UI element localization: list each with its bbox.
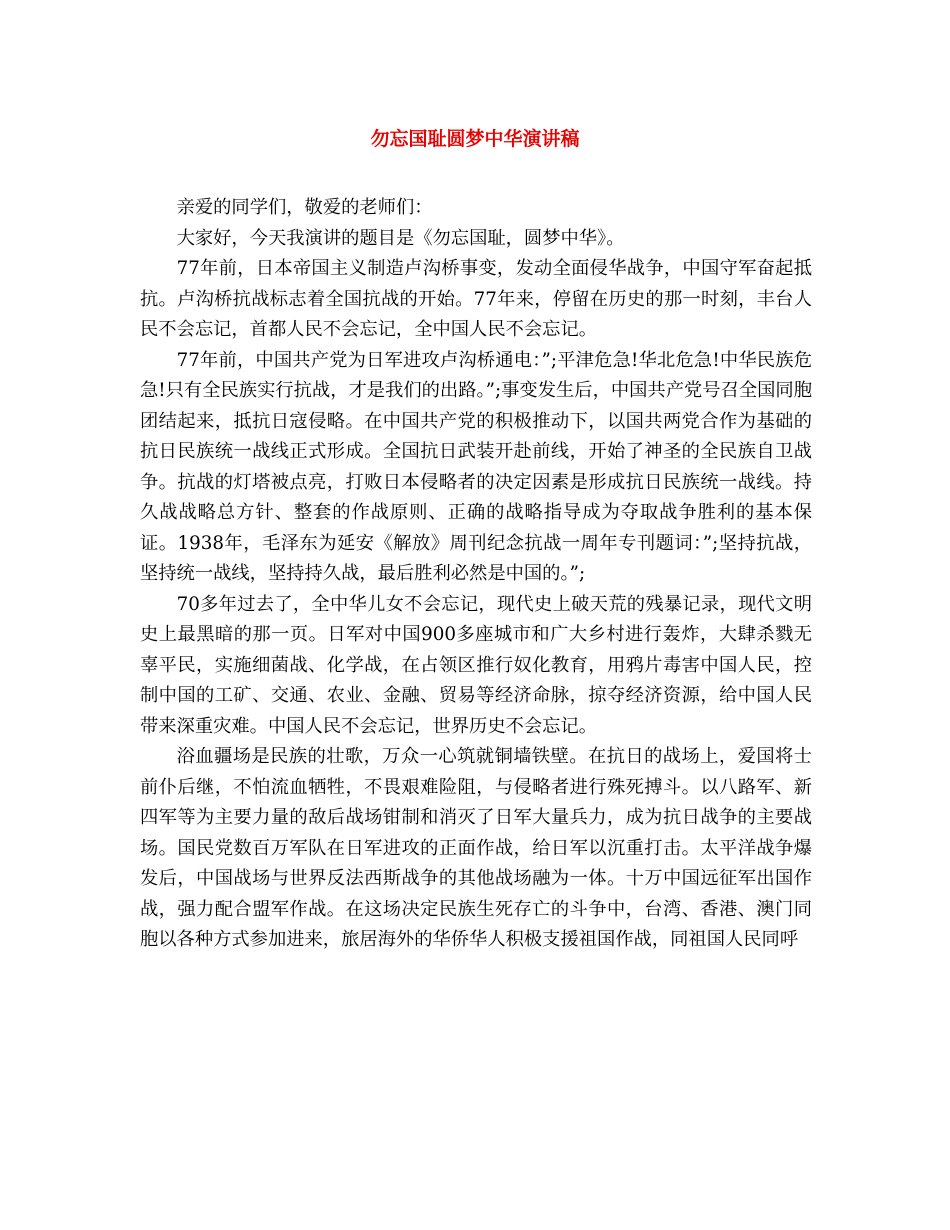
document-body: [140, 193, 812, 956]
paragraph-battlefield: 浴血疆场是民族的壮歌，万众一心筑就铜墙铁壁。在抗日的战场上，爱国将士前仆后继，不怕流血牺牲，不畏艰难险阻，与侵略者进行殊死搏斗。以八路军、新四军等为主要力量的敌后战场钳制和消灭了日军大量兵力，成为抗日战争的主要战场。国民党数百万军队在日军进攻的正面作战，给日军以沉重打击。太平洋战争爆发后，中国战场与世界反法西斯战争的其他战场融为一体。十万中国远征军出国作战，强力配合盟军作战。在这场决定民族生死存亡的斗争中，台湾、香港、澳门同胞以各种方式参加进来，旅居海外的华侨华人积极支援祖国作战，同祖国人民同呼: [140, 746, 812, 950]
paragraph-atrocities: 70多年过去了，全中华儿女不会忘记，现代史上破天荒的残暴记录，现代文明史上最黑暗的那一页。日军对中国900多座城市和广大乡村进行轰炸，大肆杀戮无辜平民，实施细菌战、化学战，在占领区推行奴化教育，用鸦片毒害中国人民，控制中国的工矿、交通、农业、金融、贸易等经济命脉，掠夺经济资源，给中国人民带来深重灾难。中国人民不会忘记，世界历史不会忘记。: [140, 593, 812, 737]
document-title: 勿忘国耻圆梦中华演讲稿: [370, 128, 580, 150]
paragraph-intro: 大家好，今天我演讲的题目是《勿忘国耻，圆梦中华》。: [176, 227, 625, 249]
paragraph-greeting: 亲爱的同学们，敬爱的老师们：: [176, 197, 433, 218]
paragraph-united-front: 77年前，中国共产党为日军进攻卢沟桥通电：”;平津危急!华北危急!中华民族危急!只有全民族实行抗战，才是我们的出路。”;事变发生后，中国共产党号召全国同胞团结起来，抵抗日寇侵略。在中国共产党的积极推动下，以国共两党合作为基础的抗日民族统一战线正式形成。全国抗日武装开赴前线，开始了神圣的全民族自卫战争。抗战的灯塔被点亮，打败日本侵略者的决定因素是形成抗日民族统一战线。持久战战略总方针、整套的作战原则、正确的战略指导成为夺取战争胜利的基本保证。1938年，毛泽东为延安《解放》周刊纪念抗战一周年专刊题词：”;坚持抗战，坚持统一战线，坚持持久战，最后胜利必然是中国的。”;: [140, 349, 812, 584]
paragraph-lugou-bridge: 77年前，日本帝国主义制造卢沟桥事变，发动全面侵华战争，中国守军奋起抵抗。卢沟桥抗战标志着全国抗战的开始。77年来，停留在历史的那一时刻，丰台人民不会忘记，首都人民不会忘记，全中国人民不会忘记。: [140, 258, 812, 340]
